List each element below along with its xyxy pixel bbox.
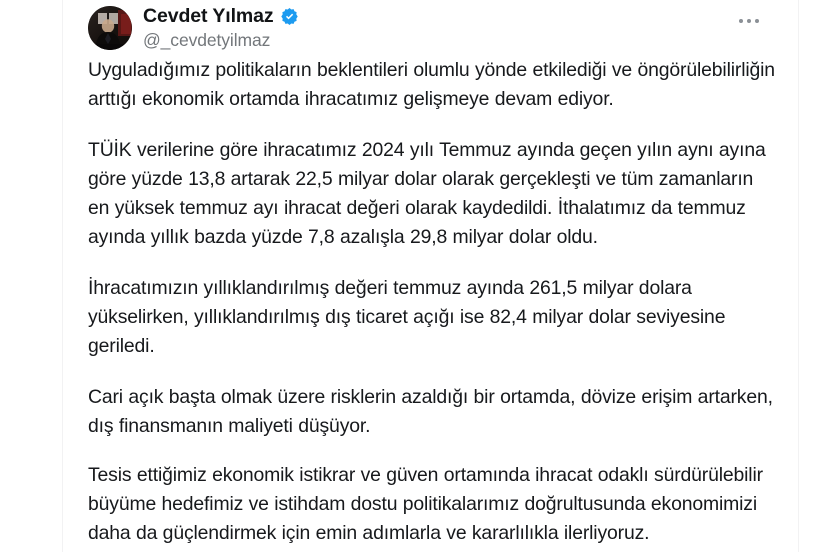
- tweet-header: [88, 4, 788, 52]
- tweet-paragraph: Uyguladığımız politikaların beklentileri olumlu yönde etkilediği ve öngörülebilirliğin arttığı ekonomik ortamda ihracatımız gelişmeye devam ediyor.: [88, 59, 775, 110]
- author-display-name[interactable]: Cevdet Yılmaz: [143, 5, 274, 27]
- author-handle[interactable]: @_cevdetyilmaz: [143, 30, 271, 50]
- more-dot: [755, 19, 759, 23]
- author-identity: [143, 4, 299, 51]
- more-dot: [739, 19, 743, 23]
- tweet-paragraph: Cari açık başta olmak üzere risklerin azaldığı bir ortamda, dövize erişim artarken, dış finansmanın maliyeti düşüyor.: [88, 386, 773, 437]
- author-name-row: [143, 4, 299, 28]
- avatar[interactable]: [88, 6, 132, 50]
- tweet-paragraph: İhracatımızın yıllıklandırılmış değeri temmuz ayında 261,5 milyar dolara yükselirken, yıllıklandırılmış dış ticaret açığı ise 82,4 milyar dolar seviyesine geriledi.: [88, 277, 726, 357]
- verified-badge-icon[interactable]: [280, 7, 299, 26]
- more-options-icon[interactable]: [732, 10, 766, 32]
- more-dot: [747, 19, 751, 23]
- tweet-paragraph: Tesis ettiğimiz ekonomik istikrar ve güven ortamında ihracat odaklı sürdürülebilir büyüme hedefimiz ve istihdam dostu politikalarımız doğrultusunda ekonomimizi daha da güçlendirmek için emin adımlarla ve kararlılıkla ilerliyoruz.: [88, 464, 763, 544]
- tweet-paragraph: TÜİK verilerine göre ihracatımız 2024 yılı Temmuz ayında geçen yılın aynı ayına göre yüzde 13,8 artarak 22,5 milyar dolar olarak gerçekleşti ve tüm zamanların en yüksek temmuz ayı ihracat değeri olarak kaydedildi. İthalatımız da temmuz ayında yıllık bazda yüzde 7,8 azalışla 29,8 milyar dolar oldu.: [88, 139, 766, 248]
- tweet-text-body: [88, 56, 776, 548]
